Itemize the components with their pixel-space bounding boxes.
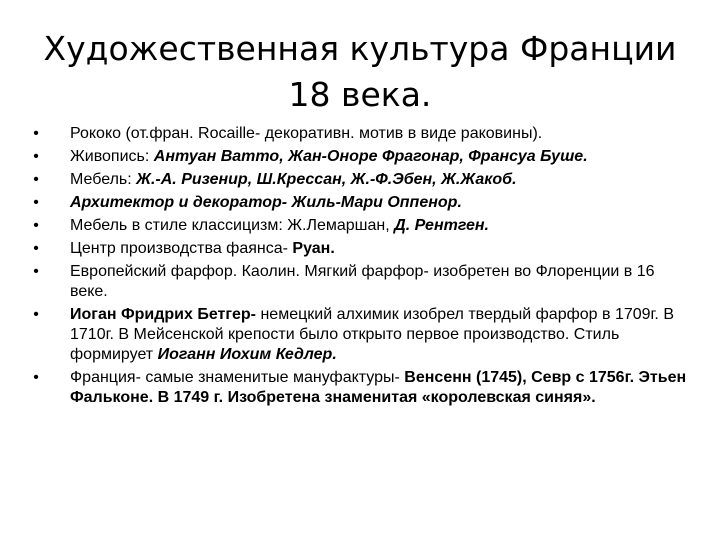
item-text: Живопись: — [70, 148, 154, 165]
slide-title — [40, 26, 680, 118]
item-text: Архитектор и декоратор- Жиль-Мари Оппенор. — [70, 194, 462, 211]
list-item — [30, 170, 690, 190]
list-item — [30, 193, 690, 213]
item-emphasis: Руан. — [292, 240, 335, 257]
item-names: Д. Рентген. — [394, 217, 489, 234]
bullet-marker: • — [33, 369, 39, 386]
bullet-marker: • — [33, 125, 39, 142]
item-emphasis: Венсенн (1745), Севр с 1756г. Этьен Фальконе. В 1749 г. Изобретена знаменитая «королевская синяя». — [70, 369, 687, 406]
item-text: Мебель: — [70, 171, 137, 188]
item-text: Франция- самые знаменитые мануфактуры- — [70, 369, 405, 386]
list-item — [30, 216, 690, 236]
bullet-marker: • — [33, 148, 39, 165]
bullet-marker: • — [33, 263, 39, 280]
list-item — [30, 124, 690, 144]
item-names: Иоганн Иохим Кедлер. — [157, 346, 337, 363]
bullet-list — [30, 124, 690, 411]
item-text: Мебель в стиле классицизм: Ж.Лемаршан, — [70, 217, 395, 234]
item-text: Европейский фарфор. Каолин. Мягкий фарфор- изобретен во Флоренции в 16 веке. — [70, 263, 655, 300]
item-text: Рококо (от.фран. Rocaille- декоративн. мотив в виде раковины). — [70, 125, 543, 142]
item-text: Центр производства фаянса- — [70, 240, 293, 257]
bullet-marker: • — [33, 171, 39, 188]
item-names: Ж.-А. Ризенир, Ш.Крессан, Ж.-Ф.Эбен, Ж.Жакоб. — [136, 171, 517, 188]
slide-title-line-2: 18 века. — [288, 75, 432, 114]
bullet-marker: • — [33, 217, 39, 234]
list-item — [30, 368, 690, 408]
list-item — [30, 239, 690, 259]
list-item — [30, 305, 690, 365]
item-text: немецкий алхимик изобрел твердый фарфор в 1709г. В 1710г. В Мейсенской крепости было открыто первое производство. Стиль формирует — [70, 306, 674, 363]
list-item — [30, 262, 690, 302]
item-emphasis: Иоган Фридрих Бетгер- — [70, 306, 257, 323]
bullet-marker: • — [33, 194, 39, 211]
slide-title-line-1: Художественная культура Франции — [43, 29, 677, 68]
item-names: Антуан Ватто, Жан-Оноре Фрагонар, Франсуа Буше. — [153, 148, 588, 165]
bullet-marker: • — [33, 306, 39, 323]
bullet-marker: • — [33, 240, 39, 257]
list-item — [30, 147, 690, 167]
